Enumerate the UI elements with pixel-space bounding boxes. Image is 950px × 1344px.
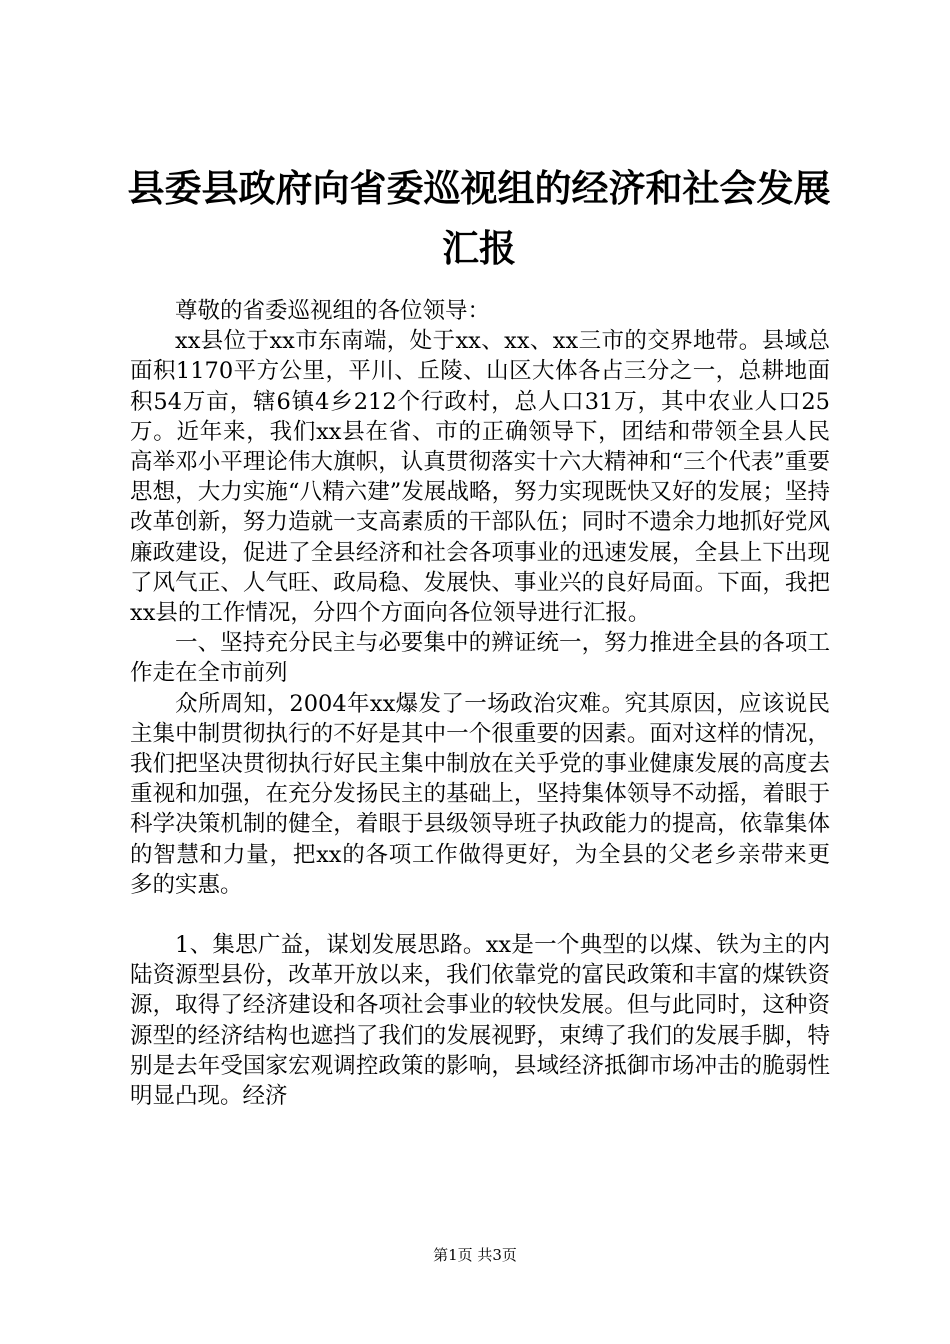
document-body <box>130 296 830 1111</box>
paragraph-intro: xx县位于xx市东南端，处于xx、xx、xx三市的交界地带。县域总面积1170平方公里，平川、丘陵、山区大体各占三分之一，总耕地面积54万亩，辖6镇4乡212个行政村，总人口31万，其中农业人口25万。近年来，我们xx县在省、市的正确领导下，团结和带领全县人民高举邓小平理论伟大旗帜，认真贯彻落实十六大精神和“三个代表”重要思想，大力实施“八精六建”发展战略，努力实现既快又好的发展；坚持改革创新，努力造就一支高素质的干部队伍；同时不遗余力地抓好党风廉政建设，促进了全县经济和社会各项事业的迅速发展，全县上下出现了风气正、人气旺、政局稳、发展快、事业兴的良好局面。下面，我把xx县的工作情况，分四个方面向各位领导进行汇报。 <box>130 328 830 627</box>
document-title: 县委县政府向省委巡视组的经济和社会发展汇报 <box>127 166 831 270</box>
page-footer: 第1页 共3页 <box>433 1246 517 1264</box>
section-heading-1: 一、坚持充分民主与必要集中的辨证统一，努力推进全县的各项工作走在全市前列 <box>130 630 830 687</box>
paragraph-democracy: 众所周知，2004年xx爆发了一场政治灾难。究其原因，应该说民主集中制贯彻执行的不好是其中一个很重要的因素。面对这样的情况，我们把坚决贯彻执行好民主集中制放在关乎党的事业健康发展的高度去重视和加强，在充分发扬民主的基础上，坚持集体领导不动摇，着眼于科学决策机制的健全，着眼于县级领导班子执政能力的提高，依靠集体的智慧和力量，把xx的各项工作做得更好，为全县的父老乡亲带来更多的实惠。 <box>130 690 830 898</box>
salutation: 尊敬的省委巡视组的各位领导： <box>175 298 491 324</box>
paragraph-item-1: 1、集思广益，谋划发展思路。xx是一个典型的以煤、铁为主的内陆资源型县份，改革开放以来，我们依靠党的富民政策和丰富的煤铁资源，取得了经济建设和各项社会事业的较快发展。但与此同时，这种资源型的经济结构也遮挡了我们的发展视野，束缚了我们的发展手脚，特别是去年受国家宏观调控政策的影响，县域经济抵御市场冲击的脆弱性明显凸现。经济 <box>130 932 830 1110</box>
